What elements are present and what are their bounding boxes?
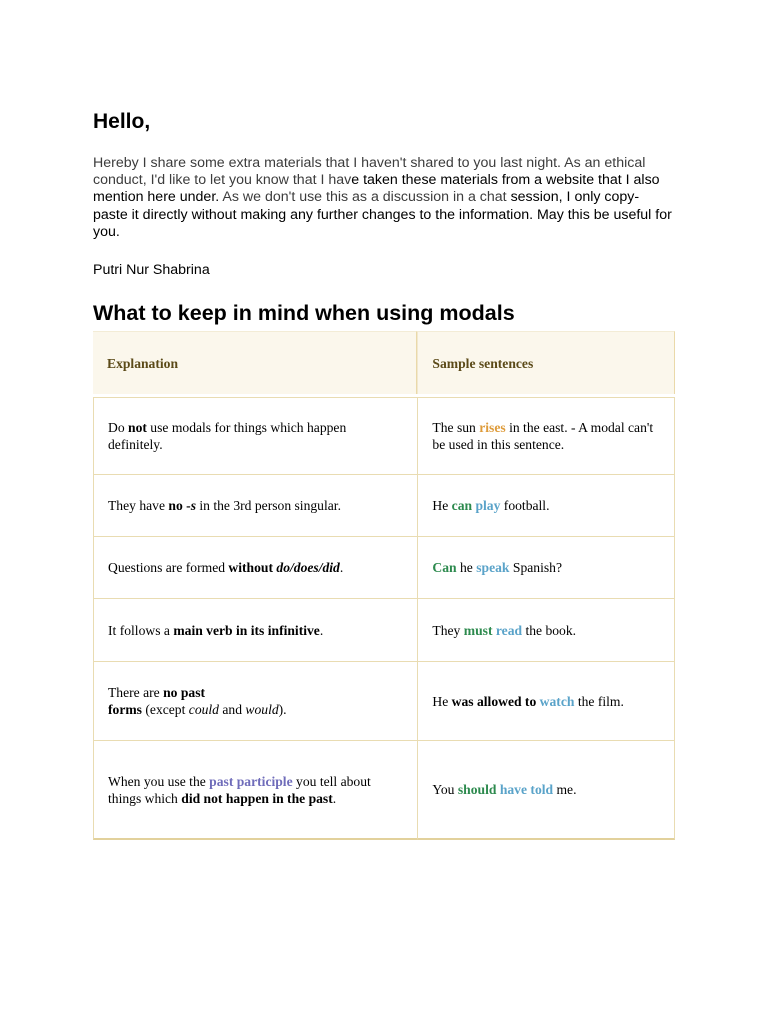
explanation-text: . bbox=[339, 560, 344, 575]
explanation-cell bbox=[93, 475, 417, 537]
section-title: What to keep in mind when using modals bbox=[93, 301, 515, 325]
table-header-row bbox=[93, 331, 675, 394]
table-row bbox=[93, 599, 675, 662]
intro-text-part-4: session, I only copy-paste it directly without making any further changes to the information. May this be useful for you. bbox=[93, 189, 672, 240]
explanation-cell bbox=[93, 397, 417, 475]
explanation-text: There are bbox=[108, 685, 164, 700]
header-explanation: Explanation bbox=[93, 331, 417, 394]
sample-text: me. bbox=[553, 782, 577, 797]
verb-highlight: rises bbox=[479, 420, 506, 435]
participle-highlight: past participle bbox=[209, 773, 293, 789]
modals-table bbox=[93, 331, 675, 840]
intro-paragraph bbox=[93, 155, 673, 241]
modal-highlight: Can bbox=[432, 560, 457, 575]
intro-text-part-2: e taken these materials from a website that I also mention here under. bbox=[93, 172, 660, 206]
explanation-text: and bbox=[218, 702, 246, 717]
sample-text: He bbox=[432, 498, 452, 513]
verb-highlight: watch bbox=[539, 693, 575, 709]
emphasis-text: no past bbox=[163, 685, 206, 700]
signature-name: Putri Nur Shabrina bbox=[93, 262, 210, 278]
verb-highlight: read bbox=[495, 622, 523, 638]
explanation-text: . bbox=[332, 790, 337, 806]
table-row bbox=[93, 537, 675, 599]
explanation-cell bbox=[93, 741, 417, 840]
emphasis-text: main verb in its infinitive bbox=[173, 622, 320, 638]
sample-text: Spanish? bbox=[509, 560, 562, 575]
sample-cell bbox=[417, 662, 675, 741]
emphasis-italic-text: do/does/did bbox=[276, 560, 340, 575]
emphasis-text: no - bbox=[168, 498, 191, 513]
sample-text: the book. bbox=[522, 622, 577, 638]
sample-cell bbox=[417, 741, 675, 840]
sample-text: he bbox=[456, 560, 477, 575]
sample-text: The sun bbox=[432, 420, 480, 435]
explanation-text: (except bbox=[141, 702, 189, 717]
explanation-text: in the 3rd person singular. bbox=[195, 498, 341, 513]
verb-highlight: speak bbox=[476, 560, 510, 575]
table-row bbox=[93, 397, 675, 475]
explanation-text: . bbox=[319, 622, 324, 638]
modal-highlight: can bbox=[451, 498, 473, 513]
explanation-cell bbox=[93, 537, 417, 599]
emphasis-text: forms bbox=[108, 702, 142, 717]
table-row bbox=[93, 741, 675, 840]
sample-cell bbox=[417, 599, 675, 662]
emphasis-text: did not happen in the past bbox=[181, 790, 333, 806]
emphasis-italic-text: s bbox=[190, 498, 196, 513]
italic-text: could bbox=[188, 702, 219, 717]
sample-text: They bbox=[432, 622, 464, 638]
explanation-cell bbox=[93, 599, 417, 662]
modal-highlight: must bbox=[463, 622, 493, 638]
explanation-text: Questions are formed bbox=[108, 560, 229, 575]
explanation-text: you tell about things which bbox=[108, 773, 371, 806]
intro-text-part-1: Hereby I share some extra materials that I haven't shared to you last night. As an ethical conduct, I'd like to let you know that I hav bbox=[93, 155, 646, 189]
emphasis-text: not bbox=[128, 420, 147, 435]
sample-cell bbox=[417, 537, 675, 599]
modal-highlight: should bbox=[457, 782, 497, 797]
table-row bbox=[93, 662, 675, 741]
emphasis-text: without bbox=[228, 560, 273, 575]
greeting-heading: Hello, bbox=[93, 110, 151, 133]
explanation-text: ). bbox=[278, 702, 287, 717]
sample-text: You bbox=[432, 782, 458, 797]
explanation-cell bbox=[93, 662, 417, 741]
italic-text: would bbox=[245, 702, 279, 717]
explanation-text: They have bbox=[108, 498, 169, 513]
table-row bbox=[93, 475, 675, 537]
verb-highlight: have told bbox=[499, 782, 554, 797]
explanation-text: Do bbox=[108, 420, 129, 435]
explanation-text: It follows a bbox=[108, 622, 174, 638]
verb-highlight: play bbox=[475, 498, 501, 513]
emphasis-text: was allowed to bbox=[451, 693, 537, 709]
modals-table-container bbox=[93, 331, 675, 840]
sample-cell bbox=[417, 475, 675, 537]
explanation-text: use modals for things which happen definitely. bbox=[108, 420, 347, 452]
sample-text: He bbox=[432, 693, 452, 709]
intro-text-part-3: As we don't use this as a discussion in a chat bbox=[219, 189, 507, 206]
sample-text: in the east. - A modal can't be used in this sentence. bbox=[432, 420, 654, 452]
sample-text: the film. bbox=[574, 693, 624, 709]
sample-text: football. bbox=[500, 498, 550, 513]
sample-cell bbox=[417, 397, 675, 475]
header-sample-sentences: Sample sentences bbox=[417, 331, 675, 394]
explanation-text: When you use the bbox=[108, 773, 210, 789]
